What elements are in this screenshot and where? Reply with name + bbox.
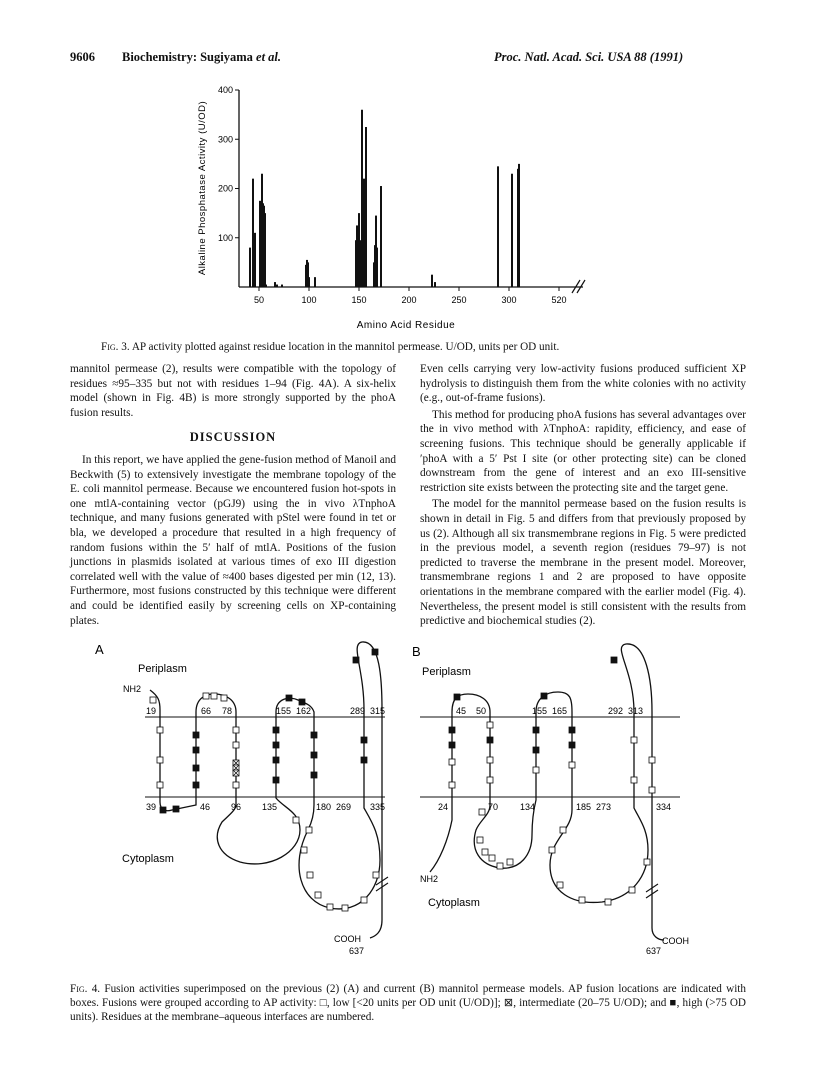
fig4-caption-text: Fusion activities superimposed on the previous (2) (A) and current (B) mannitol permease models. AP fusion locations are indicated with boxes. Fusions were grouped according to AP activity: □, low [<20 units per OD unit (U/OD)]; ⊠, intermediate (20–75 U/OD); and ■, high (>75 OD units). Residues at the membrane–aqueous interfaces are numbered.: [70, 983, 747, 1023]
panel-a-fusion-box-high: [311, 732, 317, 738]
fig4-topology-diagram: [0, 640, 816, 970]
panel-b-num-45: 45: [456, 706, 467, 716]
panel-a-cterm-number: 637: [349, 946, 365, 956]
panel-a-fusion-box-high: [273, 777, 279, 783]
panel-b-fusion-box-high: [569, 742, 575, 748]
panel-b-fusion-box-low: [579, 897, 585, 903]
panel-a-num-289: 289: [350, 706, 366, 716]
panel-a-cytoplasm-label: Cytoplasm: [122, 853, 174, 865]
panel-b-fusion-box-low: [507, 859, 513, 865]
right-paragraph-3: The model for the mannitol permease based on the fusion results is shown in detail in Fig. 5 and differs from that previously proposed by us (2). Although all six transmembrane regions in Fig. 5 were predicted in the previous model, a seventh region (residues 79–97) is not predicted to traverse the membrane in the present model. Moreover, transmembrane regions 1 and 2 are proposed to have opposite orientations in the membrane compared with the earlier model (Fig. 4). Nevertheless, the present model is still consistent with the results from predictive and biochemical studies (2).: [420, 498, 746, 628]
panel-b-num-155: 155: [532, 706, 548, 716]
panel-a-fusion-box-high: [173, 806, 179, 812]
y-tick-label: 100: [217, 232, 233, 243]
panel-a-num-46: 46: [200, 802, 211, 812]
panel-a-nterm-label: NH2: [123, 684, 142, 694]
section-heading-discussion: DISCUSSION: [189, 430, 277, 445]
panel-b-fusion-box-high: [569, 727, 575, 733]
panel-a-fusion-box-low: [157, 757, 163, 763]
right-paragraph-1: Even cells carrying very low-activity fusions produced sufficient XP hydrolysis to distinguish them from the white colonies with no activity (e.g., out-of-frame fusions).: [420, 363, 746, 405]
panel-a-num-19: 19: [146, 706, 157, 716]
panel-a-num-96: 96: [231, 802, 242, 812]
panel-b-fusion-box-low: [631, 737, 637, 743]
x-tick-label: 200: [401, 295, 417, 305]
panel-b-fusion-box-low: [449, 782, 455, 788]
panel-b-num-313: 313: [628, 706, 644, 716]
panel-a-fusion-box-low: [157, 727, 163, 733]
panel-a-fusion-box-low: [306, 827, 312, 833]
panel-a-fusion-box-high: [311, 772, 317, 778]
panel-a-fusion-box-high: [193, 732, 199, 738]
panel-a-fusion-boxes: [150, 649, 379, 911]
panel-b-label: B: [412, 644, 421, 659]
panel-a-chain: [150, 642, 382, 909]
right-paragraph-2: This method for producing phoA fusions has several advantages over the in vivo method with λTnphoA: rapidity, efficiency, and ease of screening fusions. This technique should be generally applicable if ′phoA with a 5′ Pst I site (or other protecting site) can be cloned downstream from the gene of interest and an exo III-sensitive restriction site exists between the protecting site and the target gene.: [420, 408, 746, 494]
panel-a-fusion-box-high: [193, 747, 199, 753]
panel-a-num-269: 269: [336, 802, 352, 812]
bars-group: [250, 110, 519, 287]
x-ticks: [254, 287, 567, 305]
fig3-caption-text: AP activity plotted against residue location in the mannitol permease. U/OD, units per OD unit.: [131, 341, 560, 353]
journal-section: Biochemistry: Sugiyama: [122, 50, 253, 64]
panel-b-fusion-box-low: [487, 777, 493, 783]
panel-a-fusion-box-high: [273, 727, 279, 733]
y-axis-label: Alkaline Phosphatase Activity (U/OD): [197, 100, 208, 276]
panel-b-fusion-box-low: [489, 855, 495, 861]
panel-b-num-24: 24: [438, 802, 449, 812]
panel-a-fusion-box-high: [160, 807, 166, 813]
x-tick-label: 300: [501, 295, 517, 305]
panel-b-num-165: 165: [552, 706, 568, 716]
panel-a-fusion-box-low: [211, 693, 217, 699]
panel-a-fusion-box-low: [315, 892, 321, 898]
panel-a-fusion-box-high: [361, 757, 367, 763]
panel-a-fusion-box-low: [233, 727, 239, 733]
journal-citation: Proc. Natl. Acad. Sci. USA 88 (1991): [494, 50, 684, 64]
panel-a-fusion-box-low: [293, 817, 299, 823]
panel-a-fusion-box-low: [233, 782, 239, 788]
panel-a-fusion-box-high: [353, 657, 359, 663]
panel-b-cterm-label: COOH: [662, 936, 689, 946]
x-tick-label: 150: [351, 295, 367, 305]
panel-b-num-185: 185: [576, 802, 592, 812]
panel-b-fusion-box-low: [533, 767, 539, 773]
panel-a-residue-numbers: [146, 706, 385, 812]
panel-b-num-70: 70: [488, 802, 499, 812]
panel-a-fusion-box-low: [150, 697, 156, 703]
x-tick-label: 250: [451, 295, 467, 305]
panel-b-fusion-box-high: [487, 737, 493, 743]
panel-b-fusion-box-low: [497, 863, 503, 869]
running-head: [122, 50, 281, 65]
panel-a-num-39: 39: [146, 802, 157, 812]
fig3-bar-chart: [195, 80, 615, 335]
panel-b-fusion-box-low: [487, 722, 493, 728]
fig4-caption: [70, 982, 746, 1024]
panel-b-num-134: 134: [520, 802, 536, 812]
panel-a-fusion-box-low: [361, 897, 367, 903]
panel-b-fusion-box-low: [605, 899, 611, 905]
panel-a-num-162: 162: [296, 706, 312, 716]
panel-b-fusion-box-low: [479, 809, 485, 815]
panel-b-fusion-box-low: [482, 849, 488, 855]
panel-b-fusion-box-high: [611, 657, 617, 663]
panel-b-fusion-box-high: [454, 694, 460, 700]
x-tick-label: 100: [301, 295, 317, 305]
panel-a-fusion-box-low: [203, 693, 209, 699]
panel-a-fusion-box-high: [273, 757, 279, 763]
panel-a: [95, 642, 388, 956]
panel-a-fusion-box-low: [233, 742, 239, 748]
panel-a-fusion-box-low: [221, 695, 227, 701]
panel-a-num-335: 335: [370, 802, 386, 812]
page-number: 9606: [70, 50, 95, 64]
panel-a-fusion-box-high: [372, 649, 378, 655]
panel-a-num-315: 315: [370, 706, 386, 716]
panel-a-num-66: 66: [201, 706, 212, 716]
panel-a-periplasm-label: Periplasm: [138, 663, 187, 675]
panel-b-cterm-number: 637: [646, 946, 662, 956]
panel-b-cytoplasm-label: Cytoplasm: [428, 897, 480, 909]
panel-b-fusion-box-low: [560, 827, 566, 833]
panel-b-residue-numbers: [438, 706, 671, 812]
panel-a-num-135: 135: [262, 802, 278, 812]
panel-b-fusion-box-high: [533, 747, 539, 753]
panel-b-fusion-box-low: [477, 837, 483, 843]
panel-b-chain: [430, 644, 652, 902]
panel-b-fusion-box-low: [649, 757, 655, 763]
panel-a-fusion-box-high: [361, 737, 367, 743]
panel-a-fusion-box-high: [273, 742, 279, 748]
panel-a-num-78: 78: [222, 706, 233, 716]
panel-a-fusion-box-low: [301, 847, 307, 853]
panel-b-fusion-box-high: [541, 693, 547, 699]
panel-a-num-155: 155: [276, 706, 292, 716]
panel-b-fusion-box-low: [649, 787, 655, 793]
panel-a-fusion-box-low: [307, 872, 313, 878]
panel-a-fusion-box-high: [193, 765, 199, 771]
panel-a-cterm-label: COOH: [334, 934, 361, 944]
panel-b-num-273: 273: [596, 802, 612, 812]
panel-a-label: A: [95, 642, 104, 657]
panel-b-fusion-box-low: [449, 759, 455, 765]
fig4-caption-label: Fig. 4.: [70, 983, 101, 995]
panel-a-fusion-box-high: [286, 695, 292, 701]
y-tick-label: 200: [217, 183, 233, 194]
x-tick-label: 520: [551, 295, 567, 305]
panel-b-nterm-label: NH2: [420, 874, 439, 884]
y-tick-label: 400: [217, 85, 233, 95]
panel-b-fusion-box-low: [569, 762, 575, 768]
panel-b-periplasm-label: Periplasm: [422, 666, 471, 678]
right-column: [420, 362, 746, 631]
panel-b-fusion-box-high: [449, 727, 455, 733]
panel-a-fusion-box-low: [373, 872, 379, 878]
panel-b-fusion-box-low: [557, 882, 563, 888]
panel-a-num-180: 180: [316, 802, 332, 812]
panel-b-fusion-box-low: [549, 847, 555, 853]
panel-b-num-334: 334: [656, 802, 672, 812]
panel-b: [412, 644, 689, 956]
panel-a-fusion-box-high: [193, 782, 199, 788]
panel-b-fusion-box-high: [533, 727, 539, 733]
panel-b-fusion-boxes: [449, 657, 655, 905]
fig3-caption: [101, 340, 559, 354]
panel-b-fusion-box-low: [629, 887, 635, 893]
panel-b-num-292: 292: [608, 706, 624, 716]
panel-a-fusion-box-high: [311, 752, 317, 758]
panel-b-num-50: 50: [476, 706, 487, 716]
left-paragraph-1: mannitol permease (2), results were compatible with the topology of residues ≈95–335 but not with residues 1–94 (Fig. 4A). A six-helix model (shown in Fig. 4B) is more strongly supported by the phoA fusion results.: [70, 363, 396, 419]
et-al: et al.: [256, 50, 282, 64]
y-ticks: [218, 85, 239, 243]
panel-b-cterm-tail: [652, 880, 664, 940]
left-paragraph-2: In this report, we have applied the gene-fusion method of Manoil and Beckwith (5) to extensively investigate the membrane topology of the E. coli mannitol permease. Because we encountered fusion hot-spots in one mtlA-containing vector (pGJ9) using the in vivo λTnphoA technique, and many fusions generated with pStel were found in tet or bla, we developed a procedure that resulted in a high frequency of random fusions within the 5′ half of mtlA. Positions of the fusion junctions in plasmids isolated at various times of exo III digestion correlated well with the value of ≈400 bases digested per min (12, 13). Furthermore, most fusions constructed by this technique were different and could be identified easily by screening cells on XP-containing plates.: [70, 453, 396, 627]
panel-a-fusion-box-low: [342, 905, 348, 911]
left-column: [70, 362, 396, 630]
panel-a-fusion-box-low: [327, 904, 333, 910]
x-tick-label: 50: [253, 295, 265, 305]
panel-b-fusion-box-low: [631, 777, 637, 783]
x-axis-label: Amino Acid Residue: [356, 320, 456, 331]
y-tick-label: 300: [217, 134, 233, 145]
panel-b-fusion-box-low: [644, 859, 650, 865]
panel-a-fusion-box-low: [157, 782, 163, 788]
panel-b-fusion-box-high: [449, 742, 455, 748]
panel-b-fusion-box-low: [487, 757, 493, 763]
fig3-caption-label: Fig. 3.: [101, 341, 130, 353]
panel-a-fusion-box-high: [299, 699, 305, 705]
